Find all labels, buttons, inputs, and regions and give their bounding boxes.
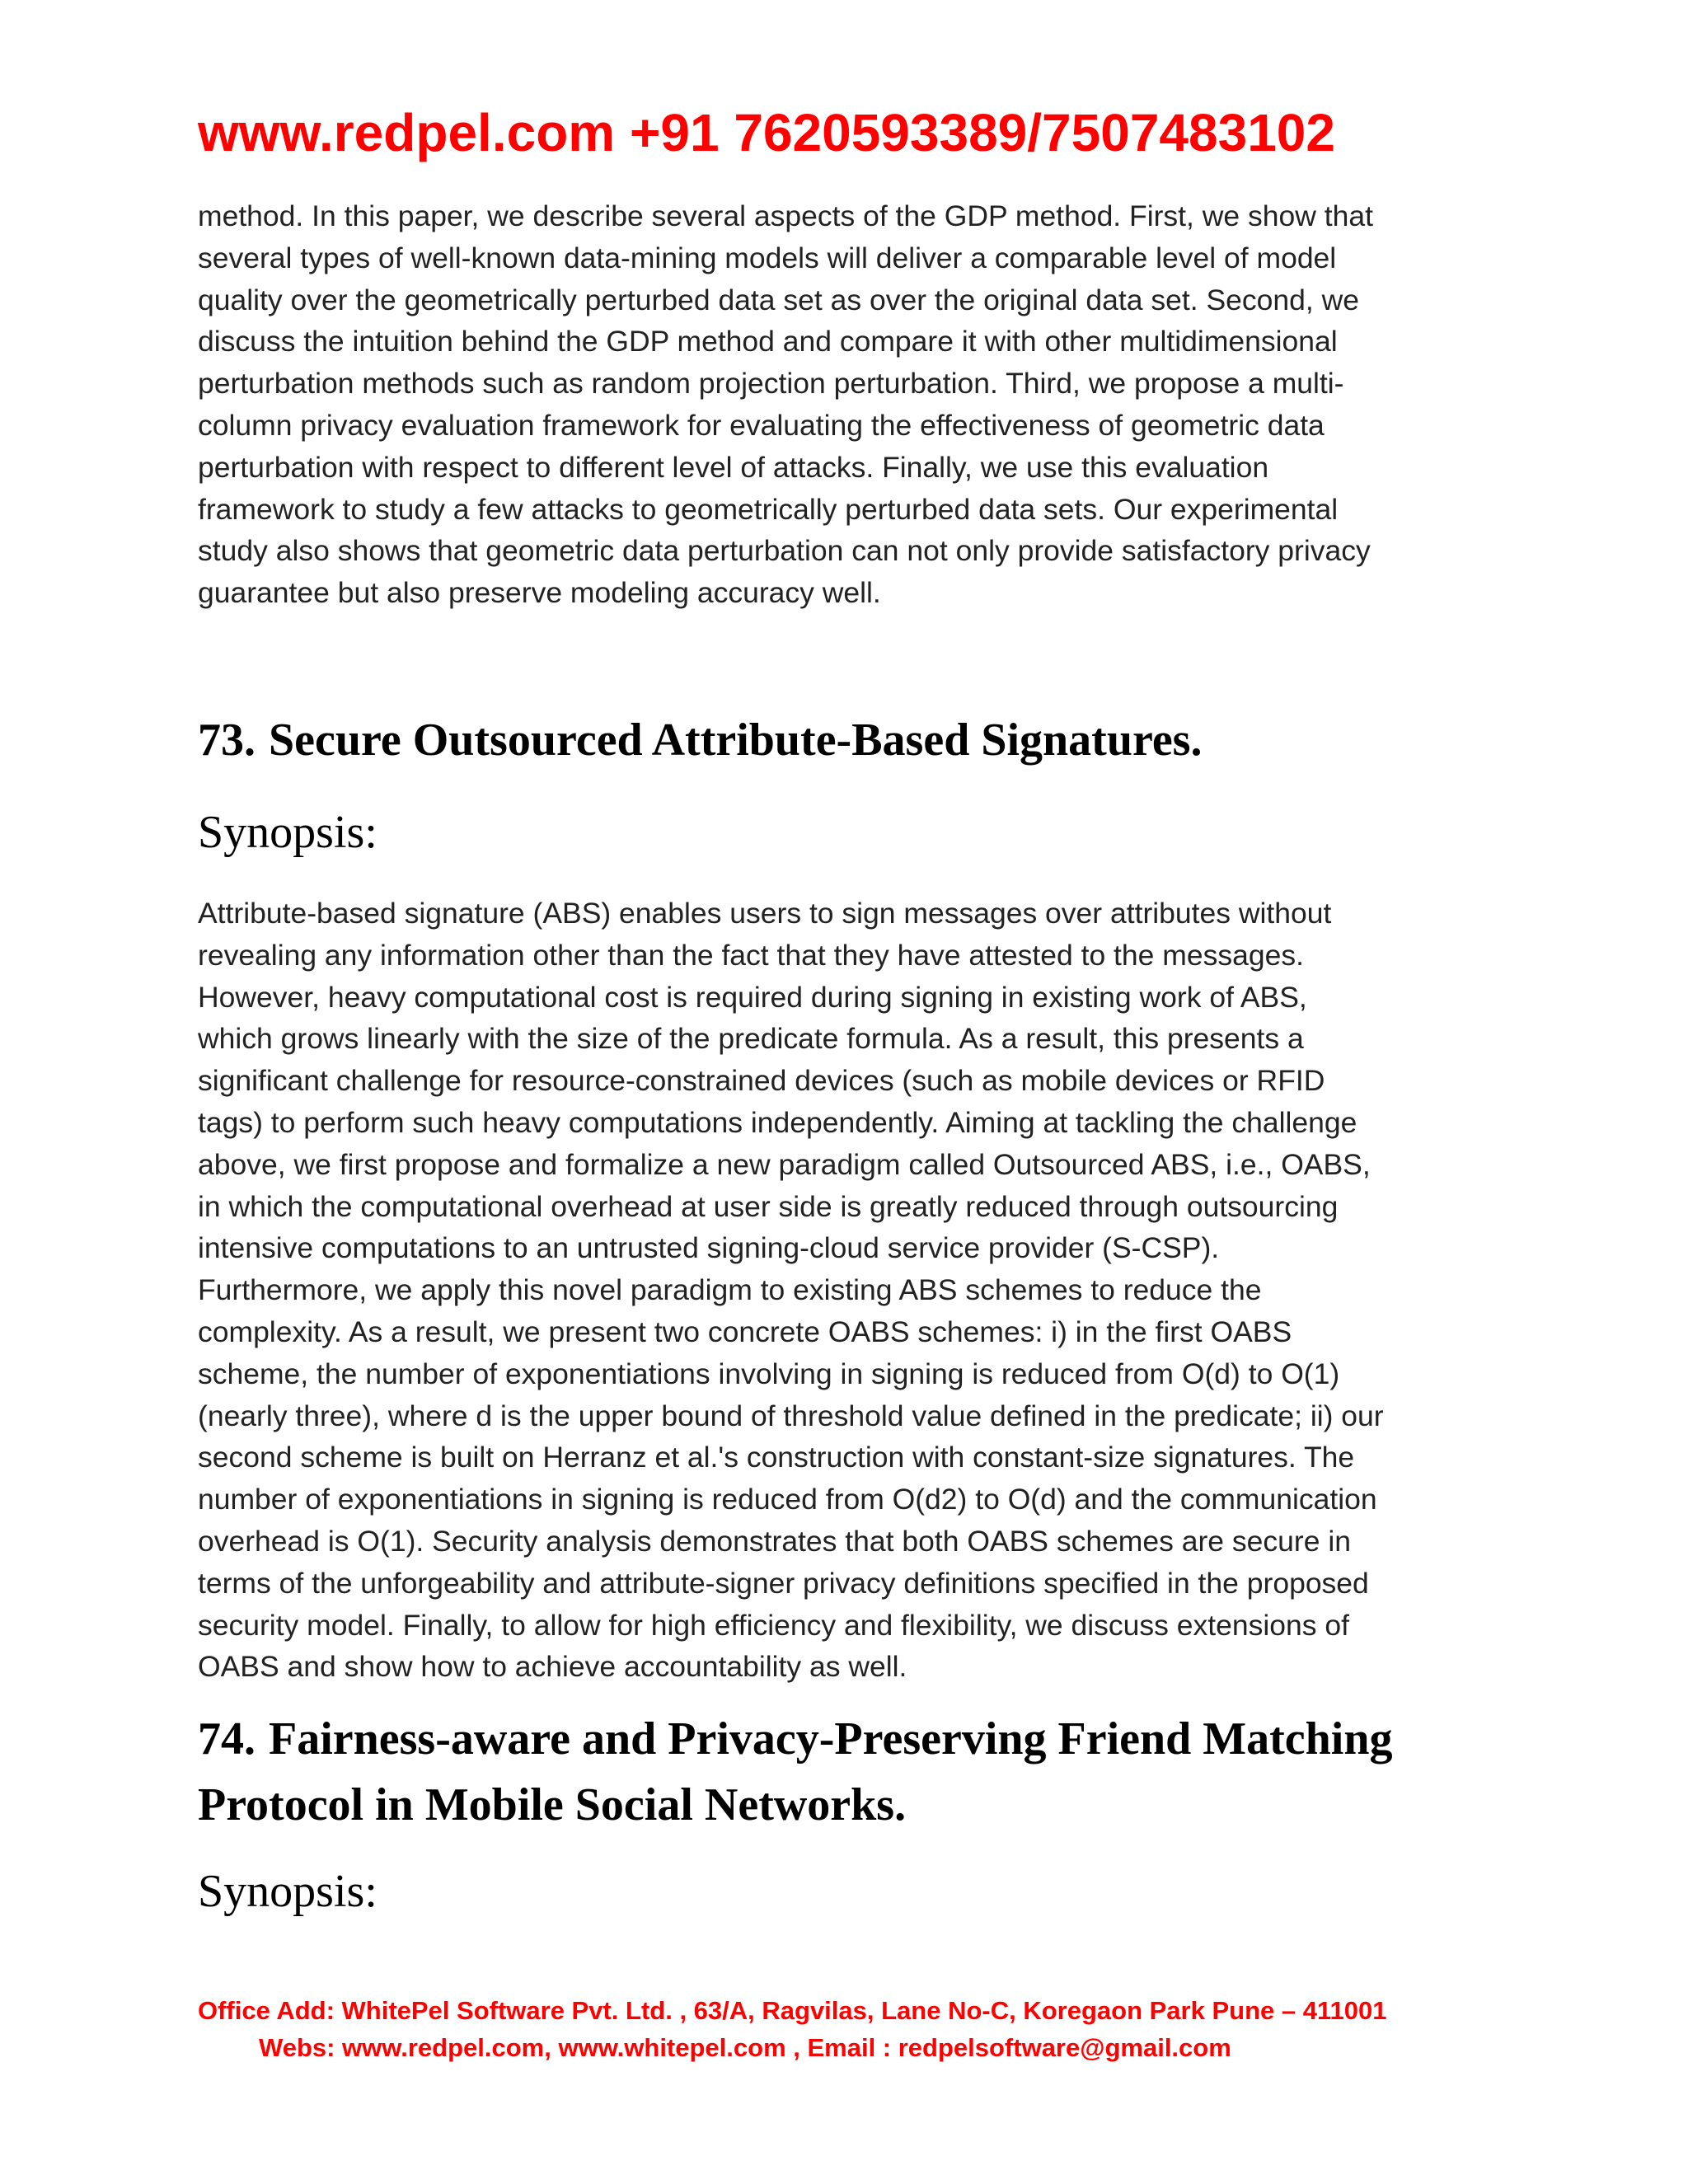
text-line: complexity. As a result, we present two concrete OABS schemes: i) in the first OABS [198, 1315, 1292, 1348]
text-line: scheme, the number of exponentiations involving in signing is reduced from O(d) to O(1) [198, 1357, 1340, 1390]
text-line: second scheme is built on Herranz et al.'s construction with constant-size signatures. The [198, 1441, 1355, 1474]
text-line: framework to study a few attacks to geometrically perturbed data sets. Our experimental [198, 492, 1339, 526]
text-line: number of exponentiations in signing is reduced from O(d2) to O(d) and the communication [198, 1483, 1377, 1516]
section-73-title [198, 707, 1550, 773]
text-line: discuss the intuition behind the GDP method and compare it with other multidimensional [198, 325, 1338, 359]
text-line: Attribute-based signature (ABS) enables users to sign messages over attributes without [198, 897, 1332, 930]
footer-address: Office Add: WhitePel Software Pvt. Ltd. , 63/A, Ragvilas, Lane No-C, Koregaon Park Pune – 411001 [198, 1996, 1387, 2025]
text-line: above, we first propose and formalize a new paradigm called Outsourced ABS, i.e., OABS, [198, 1147, 1371, 1181]
text-line: terms of the unforgeability and attribute-signer privacy definitions specified in the proposed [198, 1566, 1369, 1600]
text-line: tags) to perform such heavy computations independently. Aiming at tackling the challenge [198, 1105, 1357, 1139]
section-73-synopsis-body [198, 893, 1517, 1688]
text-line: quality over the geometrically perturbed data set as over the original data set. Second, we [198, 283, 1359, 316]
section-number: 74. [198, 1713, 256, 1765]
text-line: (nearly three), where d is the upper bound of threshold value defined in the predicate; ii) our [198, 1399, 1384, 1432]
synopsis-text [198, 893, 1517, 1688]
text-line: perturbation methods such as random projection perturbation. Third, we propose a multi- [198, 367, 1344, 401]
text-line: method. In this paper, we describe several aspects of the GDP method. First, we show that [198, 199, 1373, 232]
text-line: intensive computations to an untrusted signing-cloud service provider (S-CSP). [198, 1231, 1220, 1265]
text-line: security model. Finally, to allow for high efficiency and flexibility, we discuss extensions of [198, 1608, 1349, 1642]
section-number: 73. [198, 715, 256, 766]
section-73-synopsis-label: Synopsis: [198, 807, 377, 858]
section-title-line-2: Protocol in Mobile Social Networks. [198, 1779, 907, 1830]
text-line: perturbation with respect to different level of attacks. Finally, we use this evaluation [198, 450, 1269, 484]
text-line: However, heavy computational cost is required during signing in existing work of ABS, [198, 980, 1307, 1014]
text-line: overhead is O(1). Security analysis demonstrates that both OABS schemes are secure in [198, 1524, 1351, 1558]
section-title-text: Fairness-aware and Privacy-Preserving Friend Matching [269, 1713, 1393, 1765]
text-line: significant challenge for resource-constrained devices (such as mobile devices or RFID [198, 1064, 1325, 1098]
intro-paragraph [198, 195, 1517, 614]
text-line: OABS and show how to achieve accountability as well. [198, 1650, 907, 1684]
text-line: Furthermore, we apply this novel paradigm to existing ABS schemes to reduce the [198, 1273, 1262, 1307]
text-line: column privacy evaluation framework for evaluating the effectiveness of geometric data [198, 408, 1325, 442]
text-line: revealing any information other than the fact that they have attested to the messages. [198, 938, 1304, 972]
header-contact-line: www.redpel.com +91 7620593389/7507483102 [198, 103, 1335, 162]
section-74-synopsis-label: Synopsis: [198, 1866, 377, 1917]
text-line: which grows linearly with the size of the predicate formula. As a result, this presents a [198, 1022, 1304, 1056]
section-title-text: Secure Outsourced Attribute-Based Signatures. [269, 715, 1203, 766]
text-line: several types of well-known data-mining models will deliver a comparable level of model [198, 241, 1337, 274]
footer-web-email: Webs: www.redpel.com, www.whitepel.com , Email : redpelsoftware@gmail.com [259, 2033, 1231, 2062]
text-line: in which the computational overhead at user side is greatly reduced through outsourcing [198, 1189, 1339, 1223]
text-line: study also shows that geometric data perturbation can not only provide satisfactory privacy [198, 534, 1371, 568]
section-74-title [198, 1706, 1550, 1838]
intro-text [198, 195, 1517, 614]
section-title-line-1 [198, 1706, 1550, 1772]
text-line: guarantee but also preserve modeling accuracy well. [198, 576, 881, 610]
